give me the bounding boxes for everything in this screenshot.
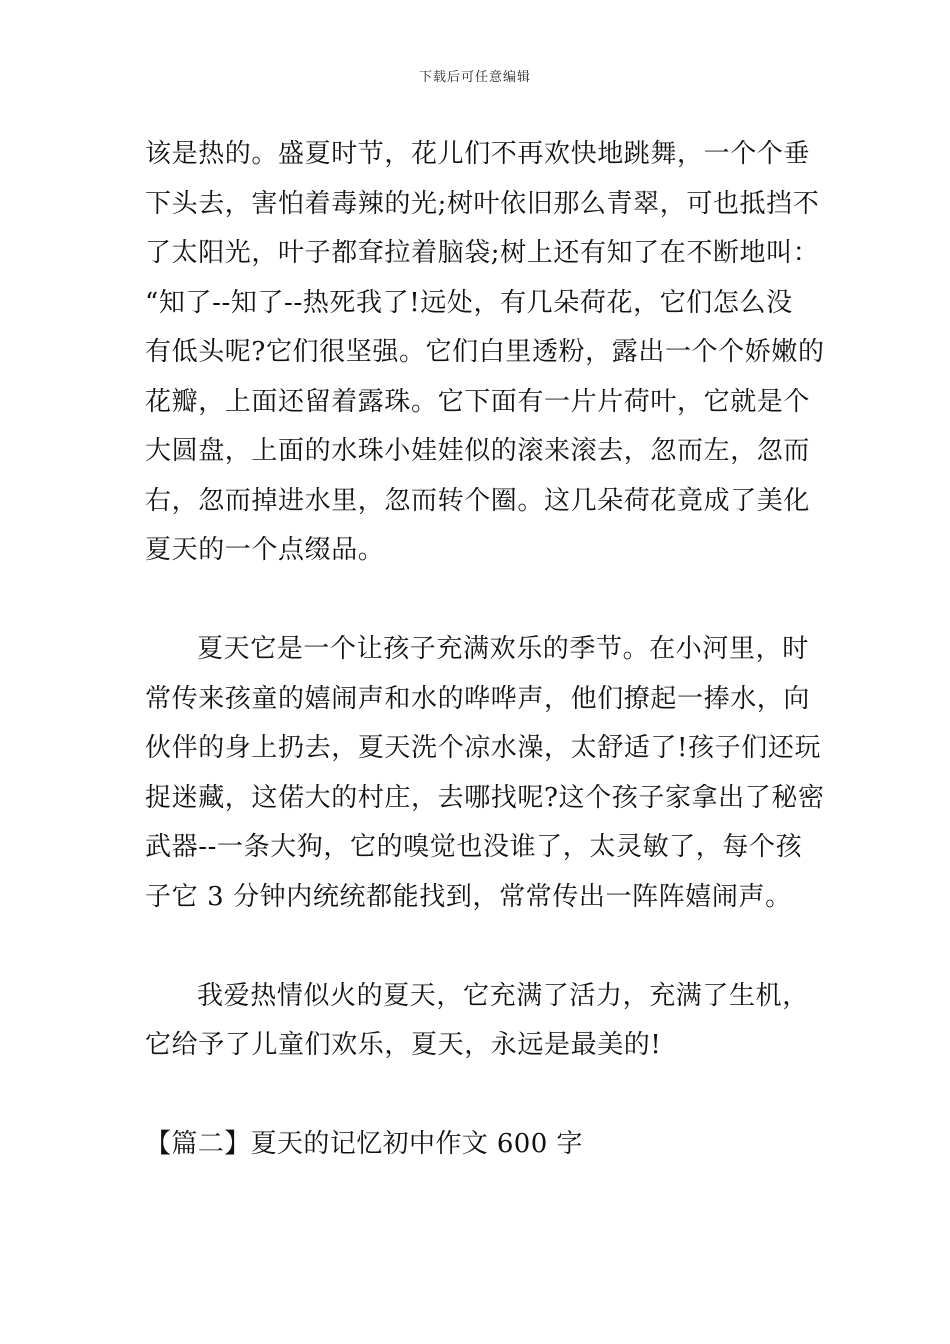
paragraph-3 xyxy=(145,972,809,1071)
paragraph-line: 伙伴的身上扔去，夏天洗个凉水澡，太舒适了!孩子们还玩 xyxy=(145,733,822,763)
paragraph-line: 花瓣，上面还留着露珠。它下面有一片片荷叶，它就是个 xyxy=(145,386,811,417)
paragraph-line: 夏天它是一个让孩子充满欢乐的季节。在小河里，时 xyxy=(197,634,809,664)
paragraph-line: 该是热的。盛夏时节，花儿们不再欢快地跳舞，一个个垂 xyxy=(145,139,811,169)
paragraph-line: 我爱热情似火的夏天，它充满了活力，充满了生机， xyxy=(197,980,809,1011)
paragraph-line: 子它 3 分钟内统统都能找到，常常传出一阵阵嬉闹声。 xyxy=(145,881,792,912)
paragraph-2 xyxy=(145,625,825,922)
section-heading: 【篇二】夏天的记忆初中作文 600 字 xyxy=(145,1129,583,1159)
paragraph-line: 下头去，害怕着毒辣的光;树叶依旧那么青翠，可也抵挡不 xyxy=(145,188,820,219)
paragraph-spacer xyxy=(145,576,809,626)
paragraph-line: 右，忽而掉进水里，忽而转个圈。这几朵荷花竟成了美化 xyxy=(145,485,811,516)
download-note: 下载后可任意编辑 xyxy=(418,70,531,85)
paragraph-spacer xyxy=(145,1071,809,1121)
paragraph-line: 常传来孩童的嬉闹声和水的哗哗声，他们撩起一捧水，向 xyxy=(145,683,811,714)
paragraph-1 xyxy=(145,130,825,576)
paragraph-line: “知了--知了--热死我了!远处，有几朵荷花，它们怎么没 xyxy=(145,287,793,318)
paragraph-line: 了太阳光，叶子都耷拉着脑袋;树上还有知了在不断地叫： xyxy=(145,238,820,268)
paragraph-spacer xyxy=(145,922,809,972)
paragraph-line: 有低头呢?它们很坚强。它们白里透粉，露出一个个娇嫩的 xyxy=(145,337,825,367)
paragraph-line: 大圆盘，上面的水珠小娃娃似的滚来滚去，忽而左，忽而 xyxy=(145,436,811,466)
paragraph-line: 武器--一条大狗，它的嗅觉也没谁了，太灵敏了，每个孩 xyxy=(145,832,803,862)
paragraph-line: 它给予了儿童们欢乐，夏天，永远是最美的! xyxy=(145,1030,662,1060)
paragraph-line: 捉迷藏，这偌大的村庄，去哪找呢?这个孩子家拿出了秘密 xyxy=(145,782,825,813)
paragraph-line: 夏天的一个点缀品。 xyxy=(145,535,385,565)
document-body xyxy=(145,130,825,1170)
